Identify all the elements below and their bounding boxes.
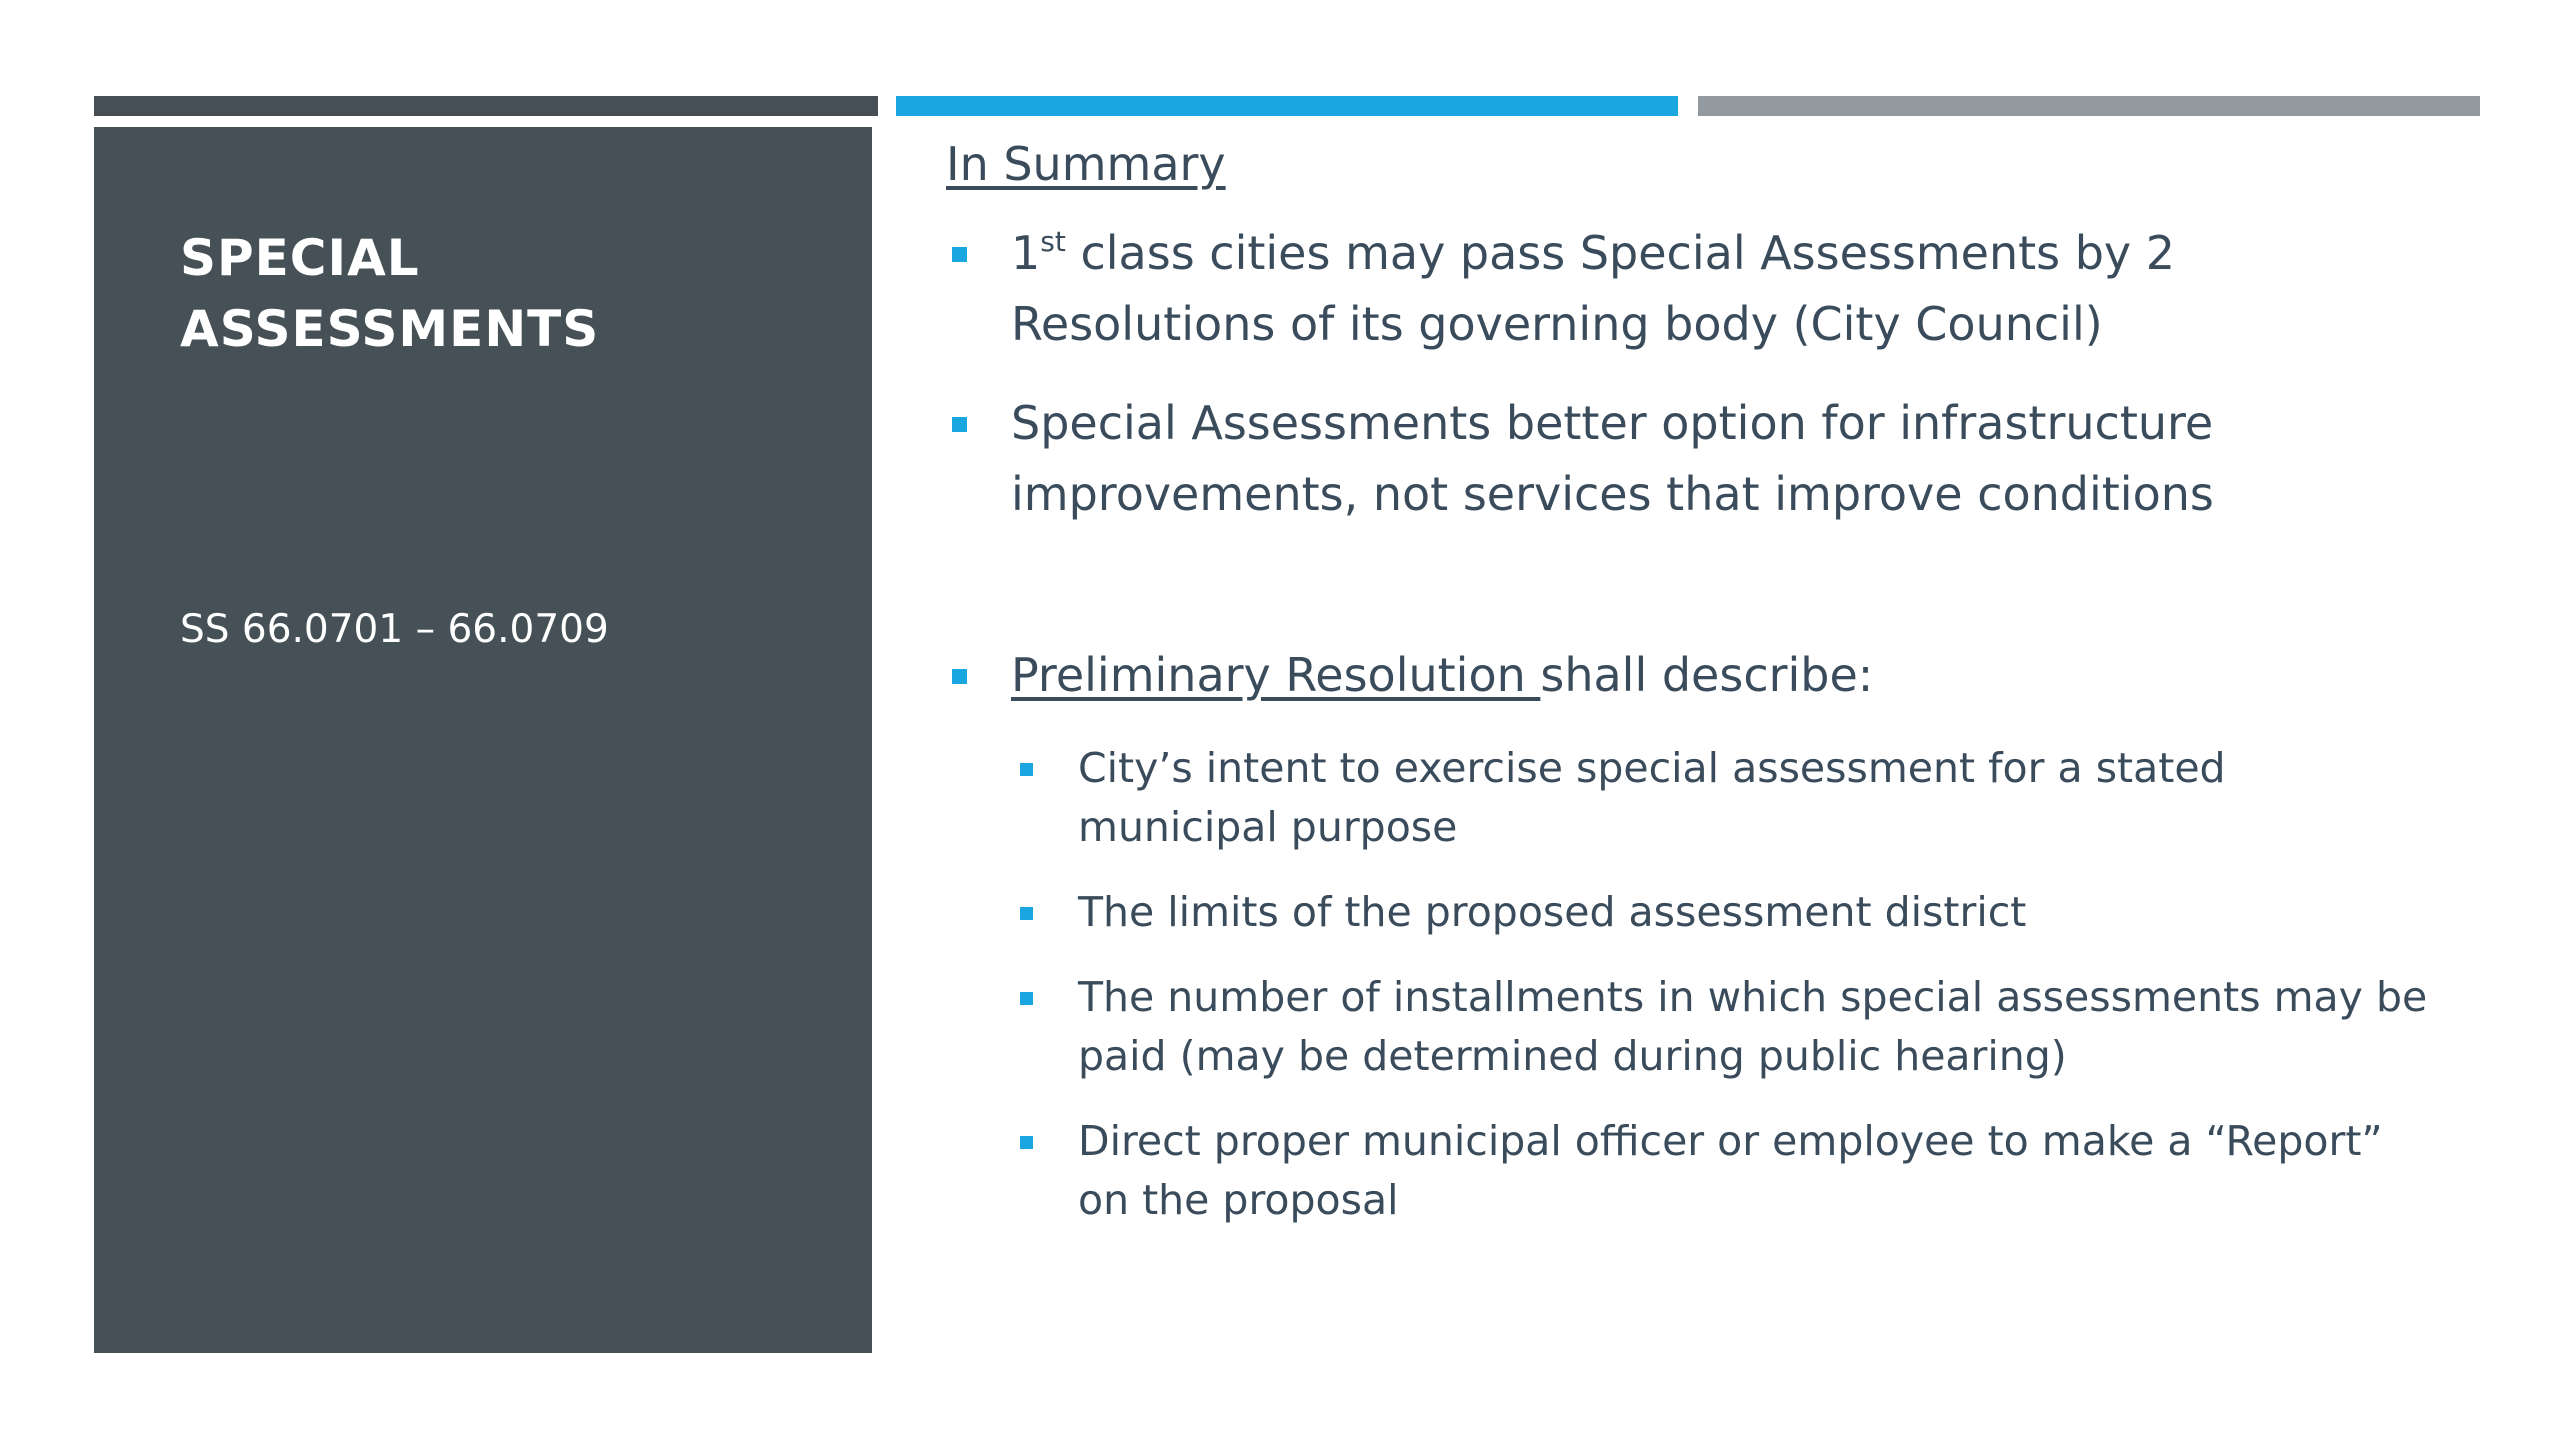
title-panel [94, 127, 872, 1353]
bullet-1-superscript: st [1040, 225, 1066, 258]
bullet-1-prefix: 1 [1011, 226, 1041, 280]
slide-content [946, 132, 2436, 1256]
square-bullet-icon [952, 417, 967, 432]
bullet-item [946, 388, 2436, 530]
square-bullet-icon [1020, 763, 1033, 776]
sub-bullet-item [946, 883, 2436, 942]
bullet-3-underlined: Preliminary Resolution [1011, 648, 1541, 702]
bullet-1-text: class cities may pass Special Assessments by 2 Resolutions of its governing body (City Council) [1011, 226, 2176, 351]
slide-title-line2: ASSESSMENTS [180, 300, 600, 358]
square-bullet-icon [1020, 907, 1033, 920]
bullet-3-text: shall describe: [1540, 648, 1874, 702]
sub-bullet-text: City’s intent to exercise special assessment for a stated municipal purpose [1078, 744, 2226, 851]
sub-bullet-list [946, 739, 2436, 1230]
sub-bullet-item [946, 1112, 2436, 1230]
header-bar-gray [1698, 96, 2480, 116]
square-bullet-icon [952, 669, 967, 684]
sub-bullet-text: The number of installments in which special assessments may be paid (may be determined during public hearing) [1078, 973, 2428, 1080]
bullet-2-text: Special Assessments better option for infrastructure improvements, not services that improve conditions [1011, 396, 2214, 521]
header-bar-dark [94, 96, 878, 116]
slide-title-line1: SPECIAL [180, 229, 420, 287]
square-bullet-icon [952, 247, 967, 262]
bullet-item [946, 218, 2436, 360]
square-bullet-icon [1020, 1136, 1033, 1149]
slide-title [180, 223, 820, 365]
sub-bullet-item [946, 739, 2436, 857]
header-bar-blue [896, 96, 1678, 116]
content-heading: In Summary [946, 137, 1226, 191]
sub-bullet-item [946, 968, 2436, 1086]
bullet-item [946, 640, 2436, 711]
square-bullet-icon [1020, 992, 1033, 1005]
statute-reference: SS 66.0701 – 66.0709 [180, 607, 609, 652]
sub-bullet-text: Direct proper municipal officer or employee to make a “Report” on the proposal [1078, 1117, 2383, 1224]
sub-bullet-text: The limits of the proposed assessment district [1078, 888, 2027, 936]
